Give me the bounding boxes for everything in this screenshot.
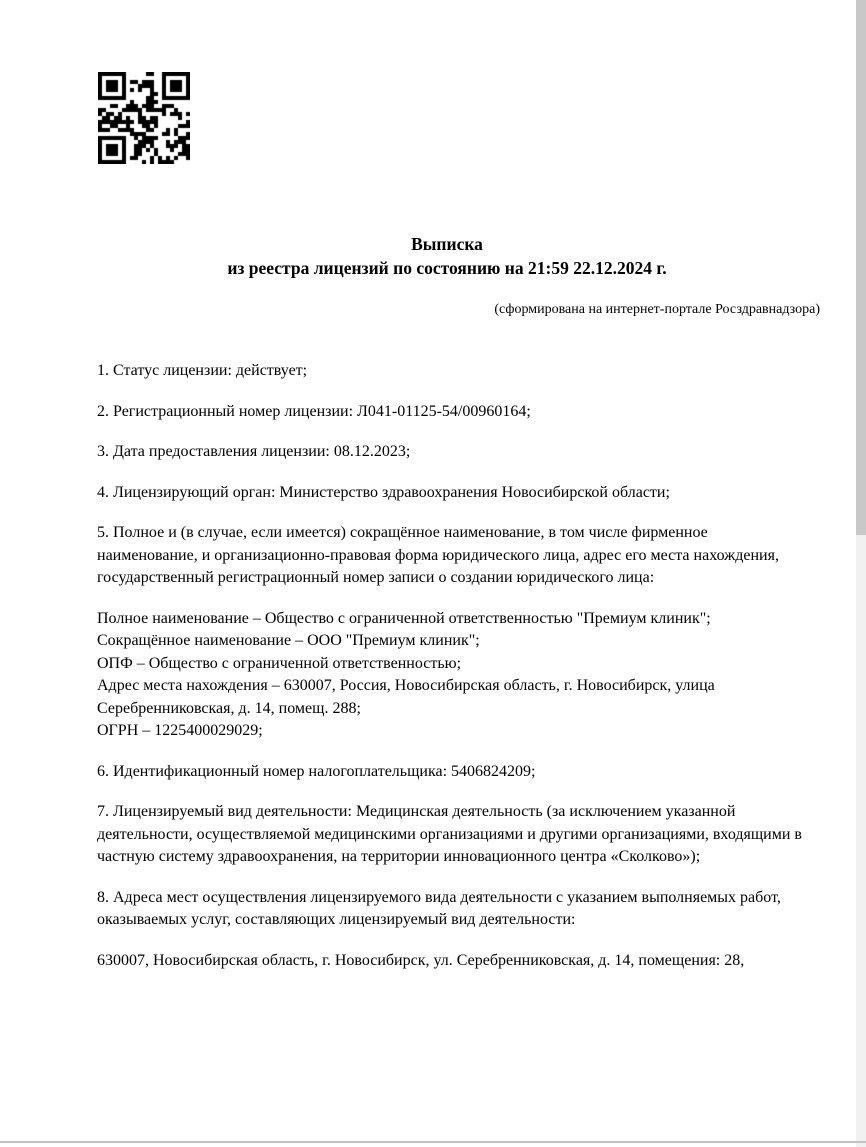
document-paragraph-8: 7. Лицензируемый вид деятельности: Медицинская деятельность (за исключением указанной деятельности, осуществляемой медицинскими организациями и другими организациями, входящими в частную систему здравоохранения, на территории инновационного центра «Сколково»);: [97, 803, 802, 865]
document-body: [97, 360, 803, 990]
document-paragraph-5: 5. Полное и (в случае, если имеется) сокращённое наименование, в том числе фирменное наименование, и организационно-правовая форма юридического лица, адрес его места нахождения, государственный регистрационный номер записи о создании юридического лица:: [97, 524, 779, 586]
frame-bottom-border: [0, 1141, 866, 1143]
qr-code-icon: [98, 72, 190, 164]
document-paragraph-9: 8. Адреса мест осуществления лицензируемого вида деятельности с указанием выполняемых работ, оказываемых услуг, составляющих лицензируемый вид деятельности:: [97, 888, 781, 928]
scrollbar[interactable]: [856, 0, 866, 1147]
title-line-1: Выписка: [411, 234, 483, 254]
document-paragraph-4: 4. Лицензирующий орган: Министерство здравоохранения Новосибирской области;: [97, 483, 670, 501]
document-title: [97, 232, 797, 280]
title-line-2: из реестра лицензий по состоянию на 21:59 22.12.2024 г.: [227, 258, 667, 278]
document-paragraph-1: 1. Статус лицензии: действует;: [97, 362, 308, 379]
document-paragraph-2: 2. Регистрационный номер лицензии: Л041-01125-54/00960164;: [97, 402, 531, 420]
document-paragraph-6: Полное наименование – Общество с ограниченной ответственностью "Премиум клиник"; Сокращённое наименование – ООО "Премиум клиник"; ОПФ – Общество с ограниченной ответственностью; Адрес места нахождения – 630007, Россия, Новосибирская область, г. Новосибирск, улица Серебренниковская, д. 14, помещ. 288; ОГРН – 1225400029029;: [97, 609, 715, 739]
scrollbar-thumb[interactable]: [856, 0, 866, 535]
formation-note: (сформирована на интернет-портале Росздравнадзора): [494, 302, 820, 317]
document-paragraph-10: 630007, Новосибирская область, г. Новосибирск, ул. Серебренниковская, д. 14, помещения: 28,: [97, 951, 745, 969]
document-paragraph-7: 6. Идентификационный номер налогоплательщика: 5406824209;: [97, 762, 536, 780]
document-paragraph-3: 3. Дата предоставления лицензии: 08.12.2023;: [97, 443, 411, 460]
